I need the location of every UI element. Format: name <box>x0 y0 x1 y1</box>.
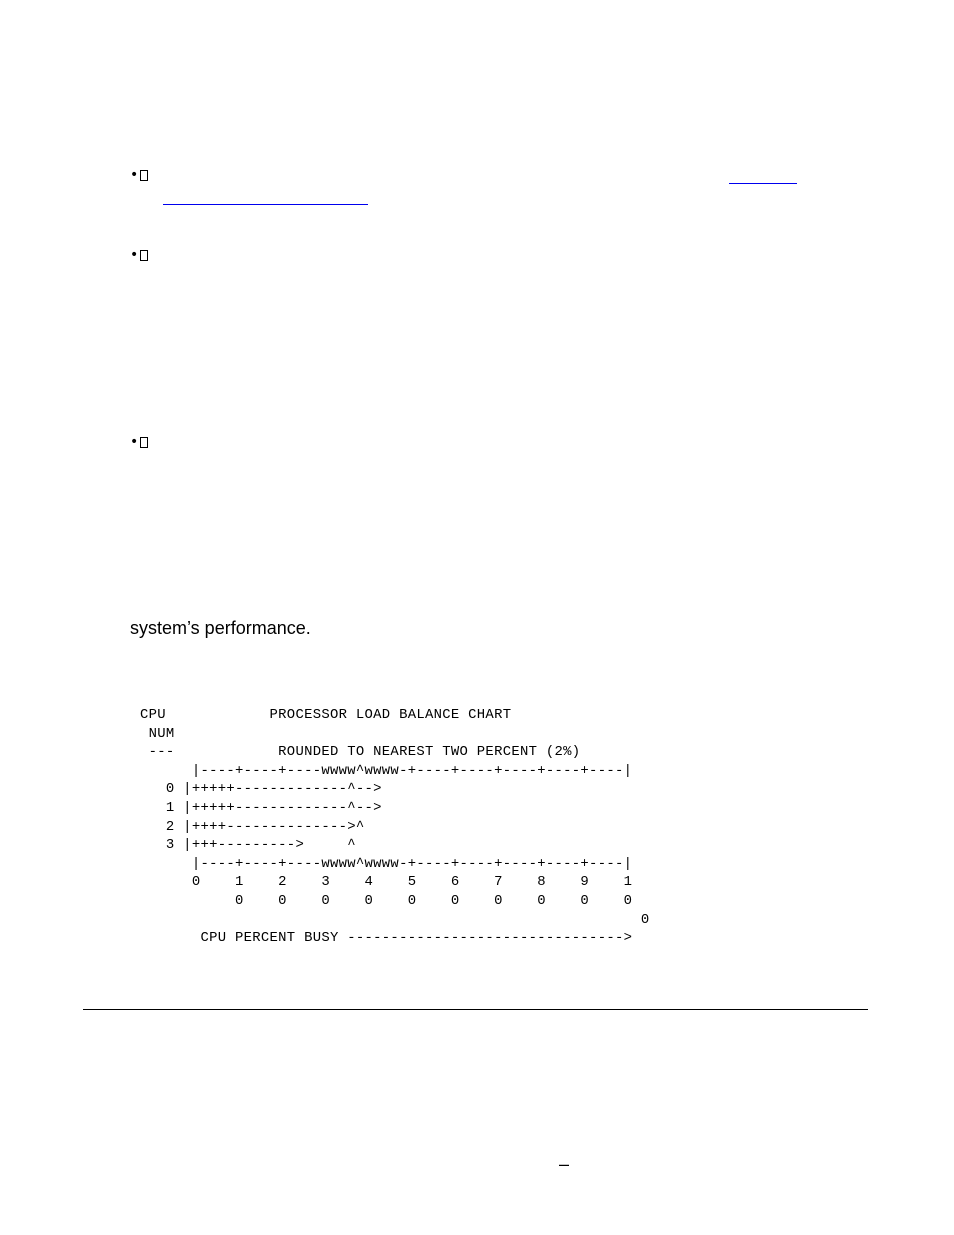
chart-line: --- ROUNDED TO NEAREST TWO PERCENT (2%) <box>140 744 581 761</box>
missing-glyph-box-icon <box>140 250 148 261</box>
chart-line: CPU PERCENT BUSY --------------------------------> <box>140 930 633 947</box>
bullet-item-1 <box>130 165 148 185</box>
bullet-item-3 <box>130 432 148 452</box>
bullet-item-2 <box>130 245 148 265</box>
chart-line: |----+----+----wwww^wwww-+----+----+----+----+----| <box>140 762 633 779</box>
missing-glyph-box-icon <box>140 170 148 181</box>
bullet-dot: • <box>130 434 139 450</box>
processor-load-balance-chart <box>140 706 650 948</box>
chart-line: 3 |+++---------> ^ <box>140 837 356 854</box>
chart-line: |----+----+----wwww^wwww-+----+----+----+----+----| <box>140 855 633 872</box>
bullet-dot: • <box>130 247 139 263</box>
chart-line: 0 |+++++-------------^--> <box>140 781 382 798</box>
footer-dash-mark: – <box>559 1154 570 1174</box>
hyperlink-underline-part-2[interactable] <box>163 204 368 205</box>
missing-glyph-box-icon <box>140 437 148 448</box>
hyperlink-underline-part-1[interactable] <box>729 183 797 184</box>
chart-line: 0 <box>140 911 650 928</box>
body-paragraph: system’s performance. <box>130 618 311 638</box>
chart-line: 0 0 0 0 0 0 0 0 0 0 <box>140 892 633 909</box>
chart-line: NUM <box>140 725 175 742</box>
bullet-dot: • <box>130 167 139 183</box>
chart-line: 1 |+++++-------------^--> <box>140 799 382 816</box>
chart-line: 2 |++++-------------->^ <box>140 818 365 835</box>
chart-line: 0 1 2 3 4 5 6 7 8 9 1 <box>140 874 633 891</box>
chart-line: CPU PROCESSOR LOAD BALANCE CHART <box>140 707 512 723</box>
footer-divider <box>83 1009 868 1010</box>
